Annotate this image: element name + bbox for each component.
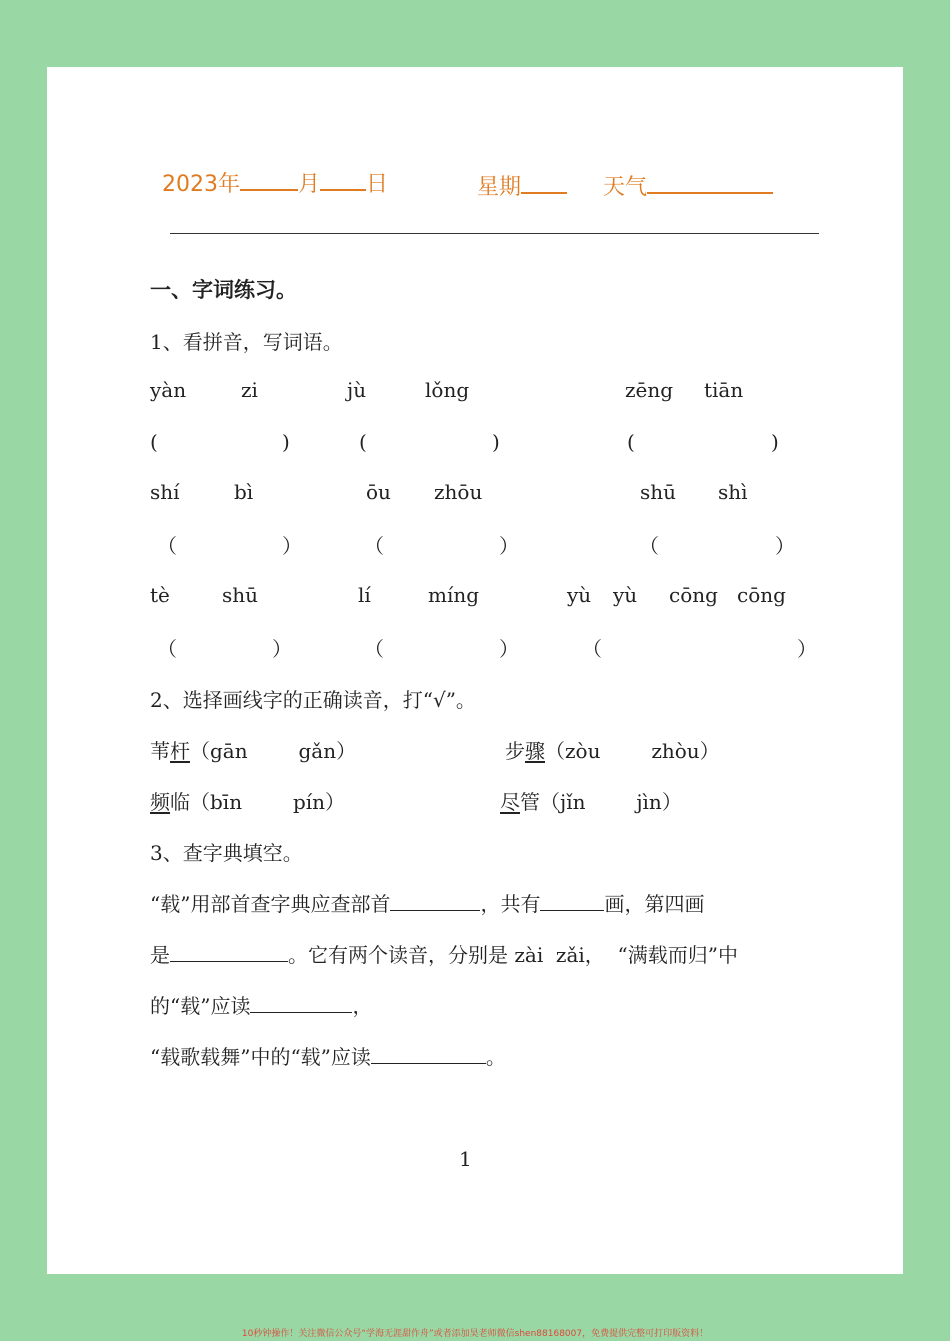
q3-title: 3、查字典填空。 (150, 841, 303, 865)
pinyin: cōng (669, 583, 718, 607)
weather-field (603, 170, 773, 201)
answer-bracket-open: ( (359, 430, 367, 454)
pinyin: zi (241, 378, 258, 402)
q2-item: 苇杆（gān gǎn） (150, 739, 357, 763)
pinyin: yàn (150, 378, 187, 402)
answer-bracket-open: （ (582, 637, 602, 661)
page-number: 1 (459, 1147, 472, 1171)
q1-title: 1、看拼音，写词语。 (150, 330, 343, 354)
day-label: 日 (366, 172, 389, 197)
answer-bracket-close: ) (492, 430, 500, 454)
answer-blank[interactable] (540, 890, 604, 911)
pinyin: shì (718, 480, 748, 504)
weekday-label: 星期 (477, 175, 522, 200)
pinyin: zēng (625, 378, 674, 402)
header-divider (170, 233, 819, 234)
answer-bracket-close: ） (797, 637, 817, 661)
answer-bracket-open: （ (157, 534, 177, 558)
weather-blank[interactable] (647, 170, 773, 194)
answer-blank[interactable] (170, 941, 288, 962)
q2-item: 频临（bīn pín） (150, 790, 346, 814)
underlined-char: 骤 (525, 739, 545, 763)
reading-options[interactable]: （jǐn jìn） (540, 790, 682, 814)
pinyin: shí (150, 480, 180, 504)
answer-bracket-open: ( (150, 430, 158, 454)
answer-bracket-close: ） (775, 534, 795, 558)
pinyin: míng (428, 583, 480, 607)
year-label: 2023年 (162, 172, 240, 197)
answer-bracket-open: （ (157, 637, 177, 661)
answer-bracket-open: （ (364, 534, 384, 558)
pinyin: tiān (704, 378, 744, 402)
section-title: 一、字词练习。 (150, 277, 297, 302)
answer-bracket-open: ( (627, 430, 635, 454)
weekday-field (477, 170, 567, 201)
pinyin: lí (358, 583, 371, 607)
q3-line: “载歌载舞”中的“载”应读 。 (150, 1045, 506, 1069)
pinyin: yù (567, 583, 592, 607)
footer-promo-text: 10秒钟操作！关注微信公众号“学海无涯甜作舟”或者添加昊老师微信shen88168007，免费提供完整可打印版资料！ (241, 1329, 709, 1339)
q3-line: 是 。它有两个读音，分别是 zài zǎi， “满载而归”中 (150, 943, 738, 967)
date-header (162, 167, 388, 198)
answer-bracket-open: （ (639, 534, 659, 558)
reading-options[interactable]: （bīn pín） (190, 790, 346, 814)
underlined-char: 尽 (500, 790, 520, 814)
underlined-char: 杆 (170, 739, 190, 763)
pinyin: ōu (366, 480, 391, 504)
answer-bracket-close: ） (272, 637, 292, 661)
underlined-char: 频 (150, 790, 170, 814)
pinyin: lǒng (425, 378, 470, 402)
q2-item: 尽管（jǐn jìn） (500, 790, 682, 814)
answer-bracket-open: （ (364, 637, 384, 661)
answer-blank[interactable] (371, 1043, 486, 1064)
q2-item: 步骤（zòu zhòu） (505, 739, 720, 763)
reading-options[interactable]: （zòu zhòu） (545, 739, 720, 763)
weather-label: 天气 (603, 175, 648, 200)
answer-bracket-close: ） (282, 534, 302, 558)
q3-line: 的“载”应读 ， (150, 994, 373, 1018)
pinyin: tè (150, 583, 170, 607)
answer-blank[interactable] (390, 890, 480, 911)
answer-bracket-close: ） (499, 637, 519, 661)
answer-blank[interactable] (250, 992, 352, 1013)
reading-options[interactable]: （gān gǎn） (190, 739, 357, 763)
pinyin: bì (234, 480, 254, 504)
q3-line: “载”用部首查字典应查部首 ，共有 画，第四画 (150, 892, 705, 916)
weekday-blank[interactable] (521, 170, 567, 194)
pinyin: shū (640, 480, 677, 504)
month-blank[interactable] (240, 167, 298, 191)
pinyin: cōng (737, 583, 786, 607)
answer-bracket-close: ） (499, 534, 519, 558)
pinyin: yù (613, 583, 638, 607)
answer-bracket-close: ) (282, 430, 290, 454)
pinyin: zhōu (434, 480, 483, 504)
month-label: 月 (298, 172, 321, 197)
day-blank[interactable] (320, 167, 366, 191)
worksheet-page (47, 67, 903, 1274)
answer-bracket-close: ) (771, 430, 779, 454)
pinyin: jù (347, 378, 367, 402)
q2-title: 2、选择画线字的正确读音，打“√”。 (150, 688, 476, 712)
pinyin: shū (222, 583, 259, 607)
